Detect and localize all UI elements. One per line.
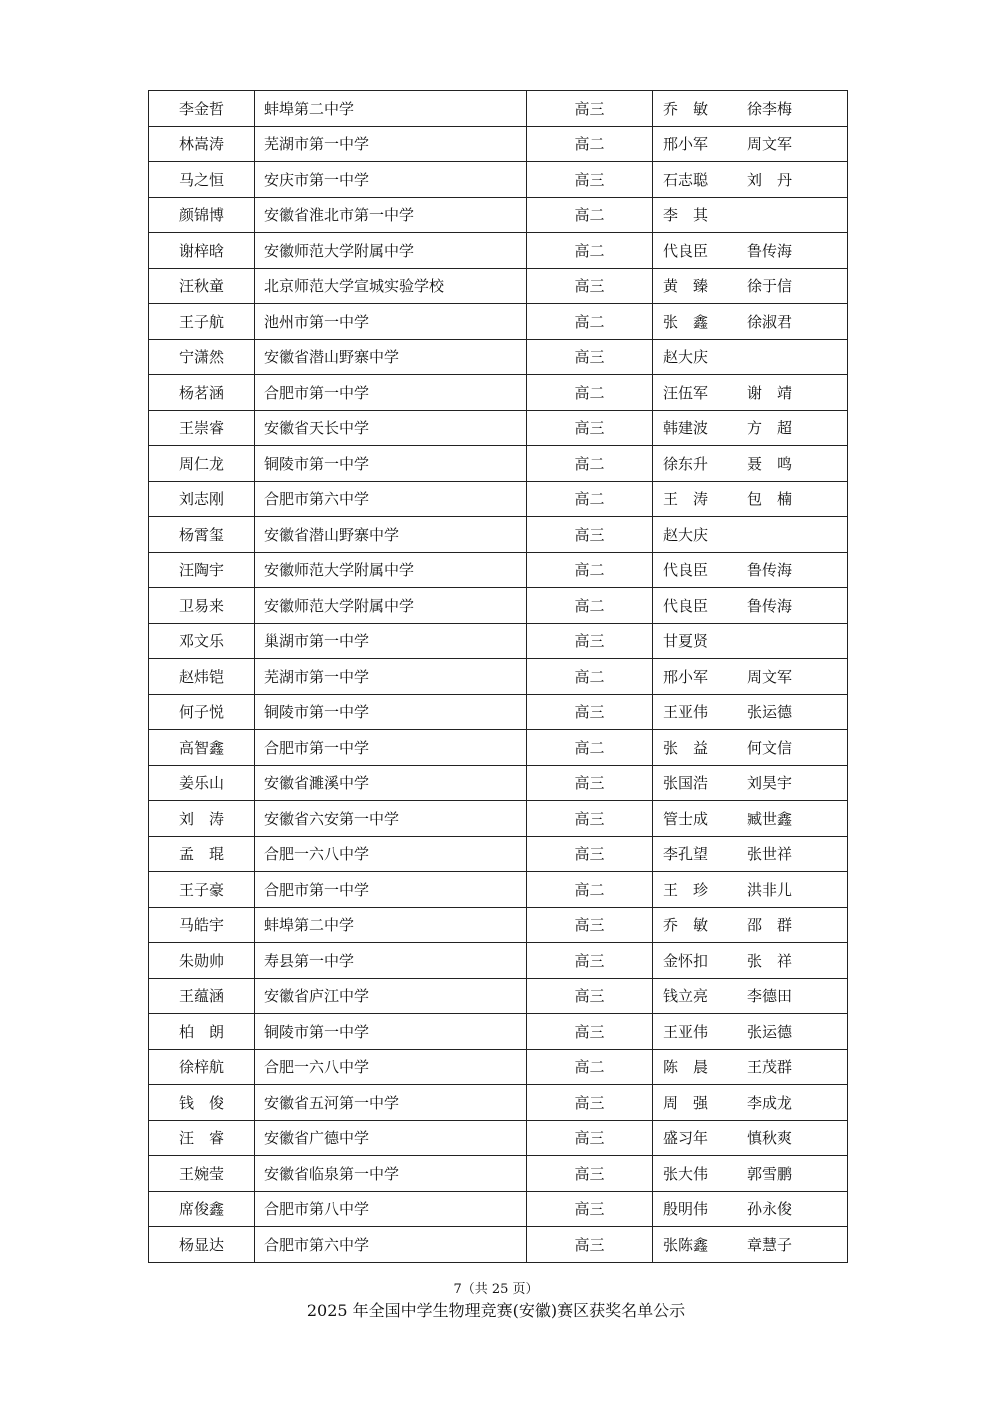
grade: 高二 xyxy=(527,872,653,908)
coach-1: 李 其 xyxy=(663,206,709,225)
coach-1: 张 益 xyxy=(663,738,709,757)
school-name: 合肥市第六中学 xyxy=(255,481,527,517)
student-name: 孟 琨 xyxy=(149,836,255,872)
school-name: 安徽师范大学附属中学 xyxy=(255,552,527,588)
coach-2: 李德田 xyxy=(747,987,793,1006)
coach-names xyxy=(653,233,848,269)
school-name: 安徽师范大学附属中学 xyxy=(255,588,527,624)
coach-1: 乔 敏 xyxy=(663,99,709,118)
grade: 高二 xyxy=(527,446,653,482)
coach-names xyxy=(653,339,848,375)
coach-1: 张大伟 xyxy=(663,1164,709,1183)
table-row xyxy=(149,375,848,411)
student-name: 徐梓航 xyxy=(149,1049,255,1085)
coach-names xyxy=(653,978,848,1014)
table-row xyxy=(149,552,848,588)
grade: 高二 xyxy=(527,730,653,766)
grade: 高三 xyxy=(527,91,653,127)
student-name: 刘 涛 xyxy=(149,801,255,837)
coach-2: 谢 靖 xyxy=(747,383,793,402)
student-name: 王蕴涵 xyxy=(149,978,255,1014)
student-name: 钱 俊 xyxy=(149,1085,255,1121)
grade: 高三 xyxy=(527,801,653,837)
student-name: 汪秋童 xyxy=(149,268,255,304)
grade: 高三 xyxy=(527,836,653,872)
coach-2: 臧世鑫 xyxy=(747,809,793,828)
coach-1: 钱立亮 xyxy=(663,987,709,1006)
student-name: 李金哲 xyxy=(149,91,255,127)
coach-1: 殷明伟 xyxy=(663,1200,709,1219)
school-name: 铜陵市第一中学 xyxy=(255,1014,527,1050)
coach-1: 黄 臻 xyxy=(663,277,709,296)
coach-2: 包 楠 xyxy=(747,490,793,509)
grade: 高三 xyxy=(527,410,653,446)
student-name: 王子航 xyxy=(149,304,255,340)
grade: 高三 xyxy=(527,517,653,553)
coach-1: 王 涛 xyxy=(663,490,709,509)
school-name: 芜湖市第一中学 xyxy=(255,126,527,162)
table-row xyxy=(149,481,848,517)
coach-2: 王茂群 xyxy=(747,1058,793,1077)
coach-2: 徐于信 xyxy=(747,277,793,296)
grade: 高三 xyxy=(527,1191,653,1227)
student-name: 邓文乐 xyxy=(149,623,255,659)
student-name: 汪 睿 xyxy=(149,1120,255,1156)
grade: 高二 xyxy=(527,552,653,588)
student-name: 杨霄玺 xyxy=(149,517,255,553)
coach-2: 张运德 xyxy=(747,703,793,722)
coach-names xyxy=(653,410,848,446)
school-name: 合肥市第一中学 xyxy=(255,872,527,908)
coach-2: 聂 鸣 xyxy=(747,454,793,473)
coach-names xyxy=(653,1191,848,1227)
coach-1: 徐东升 xyxy=(663,454,709,473)
coach-names xyxy=(653,481,848,517)
coach-1: 张国浩 xyxy=(663,774,709,793)
coach-2: 鲁传海 xyxy=(747,561,793,580)
coach-2: 郭雪鹏 xyxy=(747,1164,793,1183)
coach-names xyxy=(653,836,848,872)
student-name: 刘志刚 xyxy=(149,481,255,517)
grade: 高二 xyxy=(527,375,653,411)
coach-1: 周 强 xyxy=(663,1093,709,1112)
coach-names xyxy=(653,943,848,979)
award-table-body xyxy=(149,91,848,1263)
coach-2: 邵 群 xyxy=(747,916,793,935)
table-row xyxy=(149,268,848,304)
grade: 高二 xyxy=(527,1049,653,1085)
table-row xyxy=(149,623,848,659)
coach-names xyxy=(653,197,848,233)
table-row xyxy=(149,1085,848,1121)
coach-1: 乔 敏 xyxy=(663,916,709,935)
coach-2: 张 祥 xyxy=(747,951,793,970)
school-name: 安徽省庐江中学 xyxy=(255,978,527,1014)
table-row xyxy=(149,339,848,375)
document-title: 2025 年全国中学生物理竞赛(安徽)赛区获奖名单公示 xyxy=(306,1301,686,1320)
coach-names xyxy=(653,659,848,695)
student-name: 马皓宇 xyxy=(149,907,255,943)
coach-names xyxy=(653,162,848,198)
grade: 高三 xyxy=(527,1085,653,1121)
coach-names xyxy=(653,268,848,304)
school-name: 安徽省潜山野寨中学 xyxy=(255,517,527,553)
table-row xyxy=(149,162,848,198)
table-row xyxy=(149,1014,848,1050)
student-name: 赵炜铠 xyxy=(149,659,255,695)
student-name: 王子豪 xyxy=(149,872,255,908)
student-name: 何子悦 xyxy=(149,694,255,730)
grade: 高三 xyxy=(527,943,653,979)
coach-1: 陈 晨 xyxy=(663,1058,709,1077)
coach-names xyxy=(653,517,848,553)
coach-names xyxy=(653,126,848,162)
coach-2: 洪非儿 xyxy=(747,880,793,899)
coach-1: 管士成 xyxy=(663,809,709,828)
coach-names xyxy=(653,1014,848,1050)
table-row xyxy=(149,765,848,801)
student-name: 林嵩涛 xyxy=(149,126,255,162)
coach-names xyxy=(653,1120,848,1156)
table-row xyxy=(149,197,848,233)
table-row xyxy=(149,730,848,766)
table-row xyxy=(149,304,848,340)
coach-names xyxy=(653,1049,848,1085)
student-name: 宁潇然 xyxy=(149,339,255,375)
table-row xyxy=(149,694,848,730)
school-name: 合肥一六八中学 xyxy=(255,836,527,872)
coach-names xyxy=(653,1156,848,1192)
coach-names xyxy=(653,765,848,801)
table-row xyxy=(149,410,848,446)
grade: 高三 xyxy=(527,268,653,304)
coach-1: 王 珍 xyxy=(663,880,709,899)
coach-1: 盛习年 xyxy=(663,1129,709,1148)
student-name: 周仁龙 xyxy=(149,446,255,482)
table-row xyxy=(149,91,848,127)
coach-names xyxy=(653,1227,848,1263)
grade: 高三 xyxy=(527,623,653,659)
table-row xyxy=(149,233,848,269)
table-row xyxy=(149,872,848,908)
coach-1: 石志聪 xyxy=(663,170,709,189)
coach-1: 赵大庆 xyxy=(663,525,709,544)
table-row xyxy=(149,126,848,162)
coach-2: 张世祥 xyxy=(747,845,793,864)
student-name: 杨茗涵 xyxy=(149,375,255,411)
coach-1: 甘夏贤 xyxy=(663,632,709,651)
grade: 高三 xyxy=(527,1014,653,1050)
grade: 高三 xyxy=(527,765,653,801)
coach-names xyxy=(653,446,848,482)
coach-names xyxy=(653,91,848,127)
student-name: 朱勋帅 xyxy=(149,943,255,979)
coach-1: 张 鑫 xyxy=(663,312,709,331)
school-name: 合肥市第六中学 xyxy=(255,1227,527,1263)
student-name: 马之恒 xyxy=(149,162,255,198)
table-row xyxy=(149,659,848,695)
coach-1: 李孔望 xyxy=(663,845,709,864)
table-row xyxy=(149,1049,848,1085)
grade: 高三 xyxy=(527,339,653,375)
school-name: 安徽省淮北市第一中学 xyxy=(255,197,527,233)
student-name: 王婉莹 xyxy=(149,1156,255,1192)
school-name: 池州市第一中学 xyxy=(255,304,527,340)
school-name: 北京师范大学宣城实验学校 xyxy=(255,268,527,304)
table-row xyxy=(149,517,848,553)
school-name: 芜湖市第一中学 xyxy=(255,659,527,695)
school-name: 安庆市第一中学 xyxy=(255,162,527,198)
school-name: 安徽省五河第一中学 xyxy=(255,1085,527,1121)
grade: 高二 xyxy=(527,588,653,624)
coach-2: 张运德 xyxy=(747,1022,793,1041)
student-name: 颜锦博 xyxy=(149,197,255,233)
coach-names xyxy=(653,588,848,624)
grade: 高三 xyxy=(527,694,653,730)
coach-2: 徐李梅 xyxy=(747,99,793,118)
coach-1: 金怀扣 xyxy=(663,951,709,970)
coach-1: 韩建波 xyxy=(663,419,709,438)
coach-2: 方 超 xyxy=(747,419,793,438)
coach-names xyxy=(653,375,848,411)
table-row xyxy=(149,1227,848,1263)
coach-1: 张陈鑫 xyxy=(663,1235,709,1254)
coach-names xyxy=(653,304,848,340)
school-name: 安徽省临泉第一中学 xyxy=(255,1156,527,1192)
grade: 高三 xyxy=(527,1227,653,1263)
coach-2: 孙永俊 xyxy=(747,1200,793,1219)
student-name: 杨显达 xyxy=(149,1227,255,1263)
coach-2: 刘 丹 xyxy=(747,170,793,189)
school-name: 合肥市第一中学 xyxy=(255,375,527,411)
table-row xyxy=(149,1120,848,1156)
coach-2: 徐淑君 xyxy=(747,312,793,331)
student-name: 谢梓晗 xyxy=(149,233,255,269)
grade: 高三 xyxy=(527,1156,653,1192)
page-number: 7（共 25 页） xyxy=(453,1282,539,1297)
school-name: 安徽省六安第一中学 xyxy=(255,801,527,837)
table-row xyxy=(149,1156,848,1192)
school-name: 蚌埠第二中学 xyxy=(255,91,527,127)
table-row xyxy=(149,588,848,624)
school-name: 铜陵市第一中学 xyxy=(255,694,527,730)
table-row xyxy=(149,836,848,872)
coach-1: 赵大庆 xyxy=(663,348,709,367)
school-name: 安徽省潜山野寨中学 xyxy=(255,339,527,375)
coach-2: 章慧子 xyxy=(747,1235,793,1254)
grade: 高二 xyxy=(527,304,653,340)
coach-2: 何文信 xyxy=(747,738,793,757)
table-row xyxy=(149,907,848,943)
award-table xyxy=(148,90,848,1263)
coach-names xyxy=(653,730,848,766)
school-name: 安徽省天长中学 xyxy=(255,410,527,446)
student-name: 席俊鑫 xyxy=(149,1191,255,1227)
coach-names xyxy=(653,694,848,730)
school-name: 巢湖市第一中学 xyxy=(255,623,527,659)
school-name: 蚌埠第二中学 xyxy=(255,907,527,943)
coach-2: 鲁传海 xyxy=(747,596,793,615)
school-name: 安徽师范大学附属中学 xyxy=(255,233,527,269)
coach-1: 代良臣 xyxy=(663,596,709,615)
coach-1: 代良臣 xyxy=(663,561,709,580)
table-row xyxy=(149,446,848,482)
coach-names xyxy=(653,1085,848,1121)
student-name: 王崇睿 xyxy=(149,410,255,446)
student-name: 高智鑫 xyxy=(149,730,255,766)
school-name: 合肥市第八中学 xyxy=(255,1191,527,1227)
grade: 高二 xyxy=(527,126,653,162)
coach-1: 汪伍军 xyxy=(663,383,709,402)
coach-2: 鲁传海 xyxy=(747,241,793,260)
table-row xyxy=(149,801,848,837)
coach-names xyxy=(653,623,848,659)
grade: 高三 xyxy=(527,978,653,1014)
coach-2: 刘昊宇 xyxy=(747,774,793,793)
school-name: 安徽省广德中学 xyxy=(255,1120,527,1156)
coach-2: 慎秋爽 xyxy=(747,1129,793,1148)
student-name: 柏 朗 xyxy=(149,1014,255,1050)
table-row xyxy=(149,978,848,1014)
school-name: 安徽省濉溪中学 xyxy=(255,765,527,801)
coach-1: 邢小军 xyxy=(663,667,709,686)
grade: 高二 xyxy=(527,197,653,233)
coach-names xyxy=(653,801,848,837)
coach-2: 周文军 xyxy=(747,667,793,686)
coach-2: 周文军 xyxy=(747,135,793,154)
grade: 高三 xyxy=(527,162,653,198)
student-name: 汪陶宇 xyxy=(149,552,255,588)
grade: 高二 xyxy=(527,481,653,517)
coach-1: 王亚伟 xyxy=(663,1022,709,1041)
table-row xyxy=(149,943,848,979)
grade: 高二 xyxy=(527,659,653,695)
grade: 高三 xyxy=(527,1120,653,1156)
grade: 高三 xyxy=(527,907,653,943)
grade: 高二 xyxy=(527,233,653,269)
student-name: 卫易来 xyxy=(149,588,255,624)
coach-1: 代良臣 xyxy=(663,241,709,260)
school-name: 合肥市第一中学 xyxy=(255,730,527,766)
school-name: 铜陵市第一中学 xyxy=(255,446,527,482)
coach-2: 李成龙 xyxy=(747,1093,793,1112)
school-name: 合肥一六八中学 xyxy=(255,1049,527,1085)
coach-names xyxy=(653,552,848,588)
coach-names xyxy=(653,872,848,908)
coach-names xyxy=(653,907,848,943)
table-row xyxy=(149,1191,848,1227)
school-name: 寿县第一中学 xyxy=(255,943,527,979)
student-name: 姜乐山 xyxy=(149,765,255,801)
coach-1: 王亚伟 xyxy=(663,703,709,722)
coach-1: 邢小军 xyxy=(663,135,709,154)
